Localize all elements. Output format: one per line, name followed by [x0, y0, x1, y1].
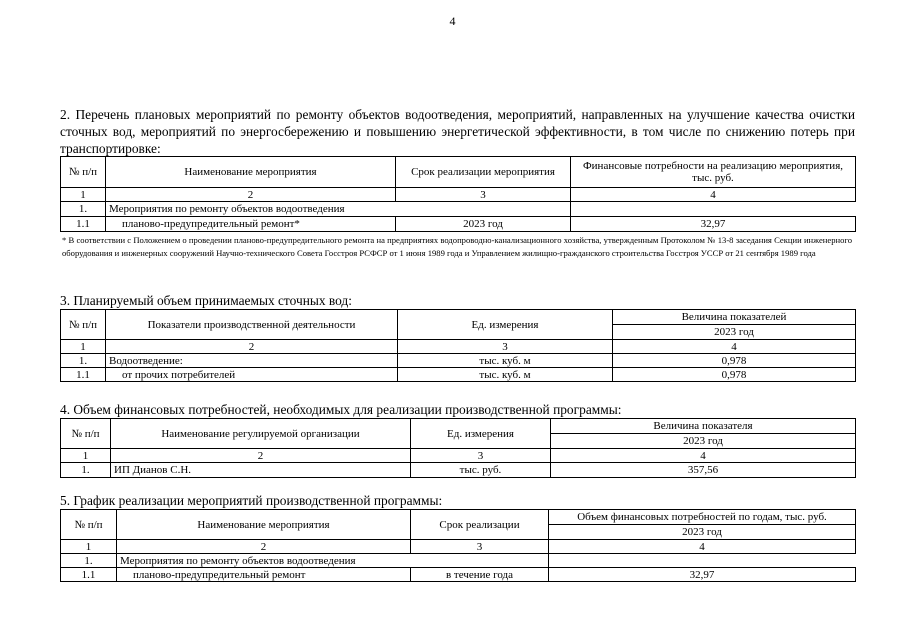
header-cell: Срок реализации мероприятия [396, 157, 571, 188]
table-row [61, 568, 856, 582]
row-number: 1.1 [61, 368, 106, 382]
indicator-name: от прочих потребителей [106, 368, 398, 382]
header-cell: Наименование мероприятия [106, 157, 396, 188]
activity-name: планово-предупредительный ремонт* [106, 217, 396, 232]
empty-cell [549, 554, 856, 568]
section-5-title: 5. График реализации мероприятий производственной программы: [60, 493, 443, 508]
activity-cost: 32,97 [549, 568, 856, 582]
header-cell: Величина показателей [613, 310, 856, 325]
footnote: * В соответствии с Положением о проведении планово-предупредительного ремонта на предприятиях водопроводно-канализационного хозяйства, утвержденным Протоколом № 13-8 заседания Секции инженерного оборудования и инженерных сооружений Научно-технического Совета Госстроя РСФСР от 1 июня 1989 года и Управлением жилищно-гражданского строительства Госстроя УССР от 21 сентября 1989 года [62, 235, 852, 258]
numbering-cell: 1 [61, 340, 106, 354]
numbering-cell: 4 [571, 188, 856, 202]
numbering-cell: 4 [613, 340, 856, 354]
table-row [61, 368, 856, 382]
numbering-row [61, 449, 856, 463]
row-number: 1. [61, 354, 106, 368]
numbering-cell: 1 [61, 540, 117, 554]
table-row [61, 463, 856, 478]
value-cell: 357,56 [551, 463, 856, 478]
row-number: 1. [61, 463, 111, 478]
section-2-title: 2. Перечень плановых мероприятий по ремонту объектов водоотведения, мероприятий, направленных на улучшение качества очистки сточных вод, мероприятий по энергосбережению и повышению энергетической эффективности, в том числе по снижению потерь при транспортировке: [60, 107, 855, 156]
section-4-title: 4. Объем финансовых потребностей, необходимых для реализации производственной программы: [60, 402, 622, 417]
value-cell: 0,978 [613, 354, 856, 368]
section-4-table [60, 418, 856, 478]
numbering-row [61, 188, 856, 202]
header-cell: Ед. измерения [398, 310, 613, 340]
numbering-cell: 1 [61, 449, 111, 463]
numbering-cell: 3 [411, 449, 551, 463]
header-cell: № п/п [61, 310, 106, 340]
header-cell: Показатели производственной деятельности [106, 310, 398, 340]
numbering-cell: 2 [106, 188, 396, 202]
row-number: 1.1 [61, 568, 117, 582]
row-number: 1. [61, 202, 106, 217]
section-3-title: 3. Планируемый объем принимаемых сточных вод: [60, 293, 352, 308]
activity-period: в течение года [411, 568, 549, 582]
numbering-cell: 2 [111, 449, 411, 463]
table-header-row [61, 510, 856, 525]
numbering-row [61, 340, 856, 354]
header-cell: № п/п [61, 157, 106, 188]
table-row [61, 554, 856, 568]
year-cell: 2023 год [613, 325, 856, 340]
header-cell: Финансовые потребности на реализацию мероприятия, тыс. руб. [571, 157, 856, 188]
header-cell: № п/п [61, 510, 117, 540]
header-cell: Срок реализации [411, 510, 549, 540]
row-number: 1. [61, 554, 117, 568]
numbering-cell: 2 [117, 540, 411, 554]
numbering-row [61, 540, 856, 554]
header-cell: № п/п [61, 419, 111, 449]
activity-period: 2023 год [396, 217, 571, 232]
group-name: Мероприятия по ремонту объектов водоотведения [106, 202, 571, 217]
header-cell: Ед. измерения [411, 419, 551, 449]
section-5-table [60, 509, 856, 582]
unit-cell: тыс. руб. [411, 463, 551, 478]
header-cell: Величина показателя [551, 419, 856, 434]
numbering-cell: 2 [106, 340, 398, 354]
year-cell: 2023 год [549, 525, 856, 540]
activity-cost: 32,97 [571, 217, 856, 232]
value-cell: 0,978 [613, 368, 856, 382]
group-name: Мероприятия по ремонту объектов водоотведения [117, 554, 549, 568]
table-row [61, 217, 856, 232]
table-header-row [61, 419, 856, 434]
unit-cell: тыс. куб. м [398, 354, 613, 368]
table-row [61, 202, 856, 217]
numbering-cell: 4 [551, 449, 856, 463]
unit-cell: тыс. куб. м [398, 368, 613, 382]
numbering-cell: 4 [549, 540, 856, 554]
page-number: 4 [449, 14, 456, 28]
numbering-cell: 3 [411, 540, 549, 554]
table-header-row [61, 310, 856, 325]
section-2-table [60, 156, 856, 232]
activity-name: планово-предупредительный ремонт [117, 568, 411, 582]
section-3-table [60, 309, 856, 382]
header-cell: Наименование регулируемой организации [111, 419, 411, 449]
empty-cell [571, 202, 856, 217]
table-row [61, 354, 856, 368]
header-cell: Наименование мероприятия [117, 510, 411, 540]
indicator-name: Водоотведение: [106, 354, 398, 368]
numbering-cell: 3 [398, 340, 613, 354]
year-cell: 2023 год [551, 434, 856, 449]
numbering-cell: 3 [396, 188, 571, 202]
organization-name: ИП Дианов С.Н. [111, 463, 411, 478]
numbering-cell: 1 [61, 188, 106, 202]
table-header-row [61, 157, 856, 188]
row-number: 1.1 [61, 217, 106, 232]
header-cell: Объем финансовых потребностей по годам, тыс. руб. [549, 510, 856, 525]
